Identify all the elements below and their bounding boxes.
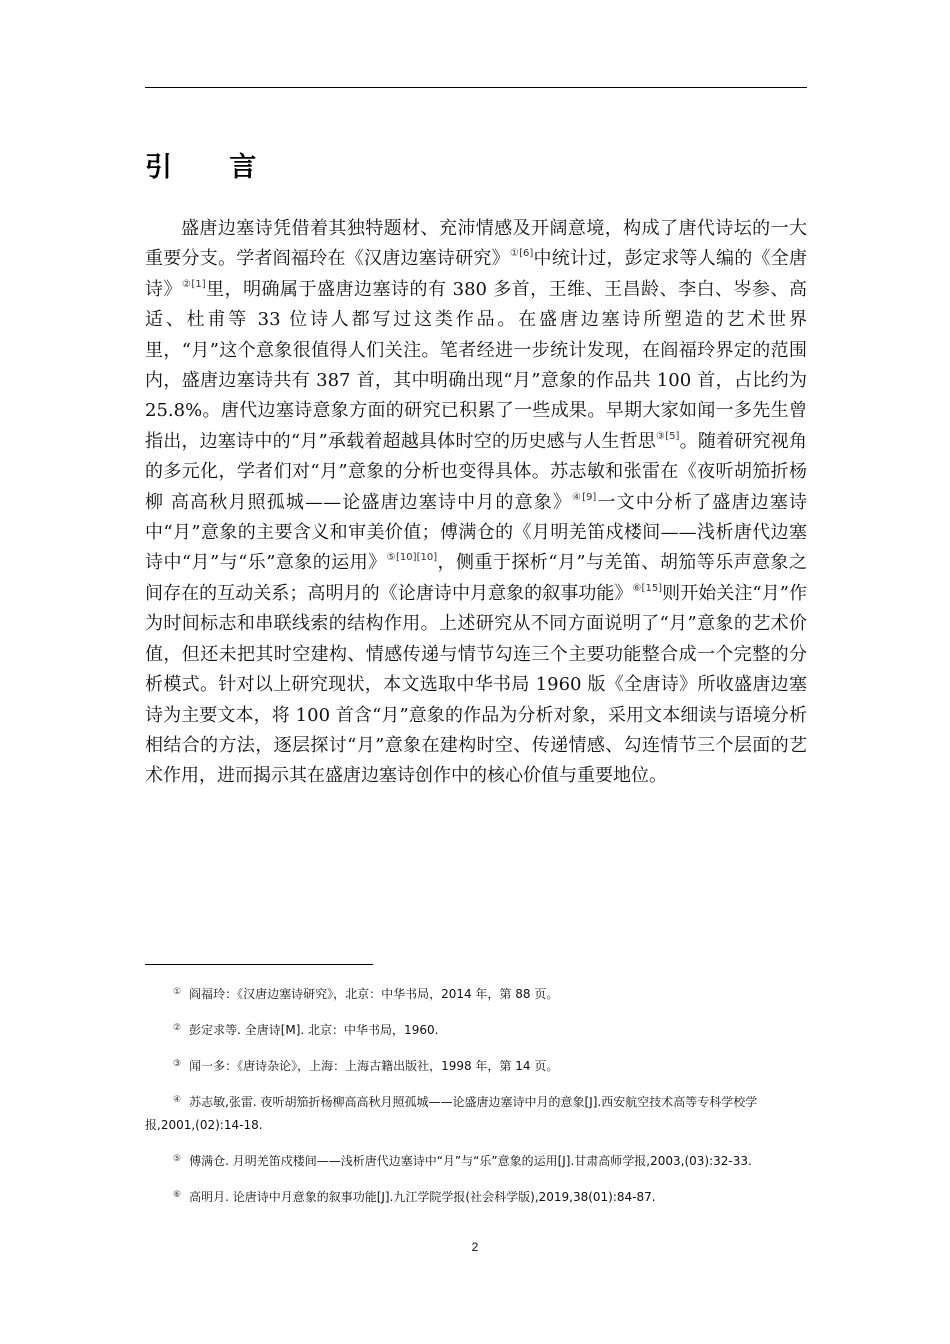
footnote-item bbox=[145, 1184, 807, 1209]
footnote-text: 阎福玲：《汉唐边塞诗研究》，北京：中华书局，2014 年，第 88 页。 bbox=[189, 987, 559, 1001]
footnote-text: 苏志敏,张雷. 夜听胡笳折杨柳高高秋月照孤城——论盛唐边塞诗中月的意象[J].西安航空技术高等专科学校学报,2001,(02):14-18. bbox=[145, 1095, 758, 1132]
body-text-segment: 。随着研究视角的多元化，学者们对“月”意象的分析也变得具体。苏志敏和张雷在《夜听胡笳折杨柳 高高秋月照孤城——论盛唐边塞诗中月的意象》 bbox=[145, 430, 807, 513]
header-rule bbox=[145, 87, 807, 88]
footnote-text: 傅满仓. 月明羌笛戍楼间——浅析唐代边塞诗中“月”与“乐”意象的运用[J].甘肃高师学报,2003,(03):32-33. bbox=[189, 1154, 752, 1168]
footnotes bbox=[145, 981, 807, 1220]
footnote-text: 彭定求等. 全唐诗[M]. 北京：中华书局，1960. bbox=[189, 1023, 439, 1037]
body-text-segment: 一文中分析了盛唐边塞诗中“月”意象的主要含义和审美价值；傅满仓的《月明羌笛戍楼间——浅析唐代边塞诗中“月”与“乐”意象的运用》 bbox=[145, 491, 807, 574]
footnote-ref[interactable]: ③[5] bbox=[656, 430, 680, 442]
footnote-mark: ⑥ bbox=[173, 1190, 182, 1200]
body-text-segment: ，侧重于探析“月”与羌笛、胡笳等乐声意象之间存在的互动关系；高明月的《论唐诗中月意象的叙事功能》 bbox=[145, 552, 808, 604]
body-paragraph bbox=[145, 214, 807, 792]
page-number: 2 bbox=[471, 1240, 479, 1254]
footnote-item bbox=[145, 1089, 807, 1137]
section-heading: 引 言 bbox=[145, 152, 281, 183]
body-text-segment: 里，明确属于盛唐边塞诗的有 380 多首，王维、王昌龄、李白、岑参、高适、杜甫等 33 位诗人都写过这类作品。在盛唐边塞诗所塑造的艺术世界里，“月”这个意象很值得人们关注。笔者经进一步统计发现，在阎福玲界定的范围内，盛唐边塞诗共有 387 首，其中明确出现“月”意象的作品共 100 首，占比约为 25.8%。唐代边塞诗意象方面的研究已积累了一些成果。早期大家如闻一多先生曾指出，边塞诗中的“月”承载着超越具体时空的历史感与人生哲思 bbox=[145, 278, 808, 452]
footnote-ref[interactable]: ④[9] bbox=[572, 491, 597, 503]
body-text-segment: 盛唐边塞诗凭借着其独特题材、充沛情感及开阔意境，构成了唐代诗坛的一大重要分支。学者阎福玲在《汉唐边塞诗研究》 bbox=[145, 218, 807, 270]
body-text-segment: 则开始关注“月”作为时间标志和串联线索的结构作用。上述研究从不同方面说明了“月”意象的艺术价值，但还未把其时空建构、情感传递与情节勾连三个主要功能整合成一个完整的分析模式。针对以上研究现状，本文选取中华书局 1960 版《全唐诗》所收盛唐边塞诗为主要文本，将 100 首含“月”意象的作品为分析对象，采用文本细读与语境分析相结合的方法，逐层探讨“月”意象在建构时空、传递情感、勾连情节三个层面的艺术作用，进而揭示其在盛唐边塞诗创作中的核心价值与重要地位。 bbox=[145, 582, 808, 787]
footnote-mark: ① bbox=[173, 987, 182, 997]
footnote-item bbox=[145, 981, 807, 1006]
body-text-segment: 中统计过，彭定求等人编的《全唐诗》 bbox=[145, 248, 808, 300]
footnote-ref[interactable]: ⑤[10] bbox=[386, 552, 417, 564]
footnote-mark: ⑤ bbox=[173, 1154, 182, 1164]
footnote-mark: ④ bbox=[173, 1095, 182, 1105]
citation-ref[interactable]: [10] bbox=[416, 552, 438, 564]
footnote-text: 高明月. 论唐诗中月意象的叙事功能[J].九江学院学报(社会科学版),2019,38(01):84-87. bbox=[189, 1190, 656, 1204]
footnote-separator bbox=[145, 964, 373, 965]
footnote-item bbox=[145, 1053, 807, 1078]
footnote-ref[interactable]: ⑥[15] bbox=[632, 582, 663, 594]
footnote-ref[interactable]: ①[6] bbox=[509, 248, 534, 260]
footnote-ref[interactable]: ②[1] bbox=[181, 278, 206, 290]
footnote-mark: ② bbox=[173, 1023, 182, 1033]
footnote-mark: ③ bbox=[173, 1059, 182, 1069]
footnote-item bbox=[145, 1148, 807, 1173]
footnote-text: 闻一多：《唐诗杂论》，上海：上海古籍出版社，1998 年，第 14 页。 bbox=[189, 1059, 559, 1073]
footnote-item bbox=[145, 1017, 807, 1042]
